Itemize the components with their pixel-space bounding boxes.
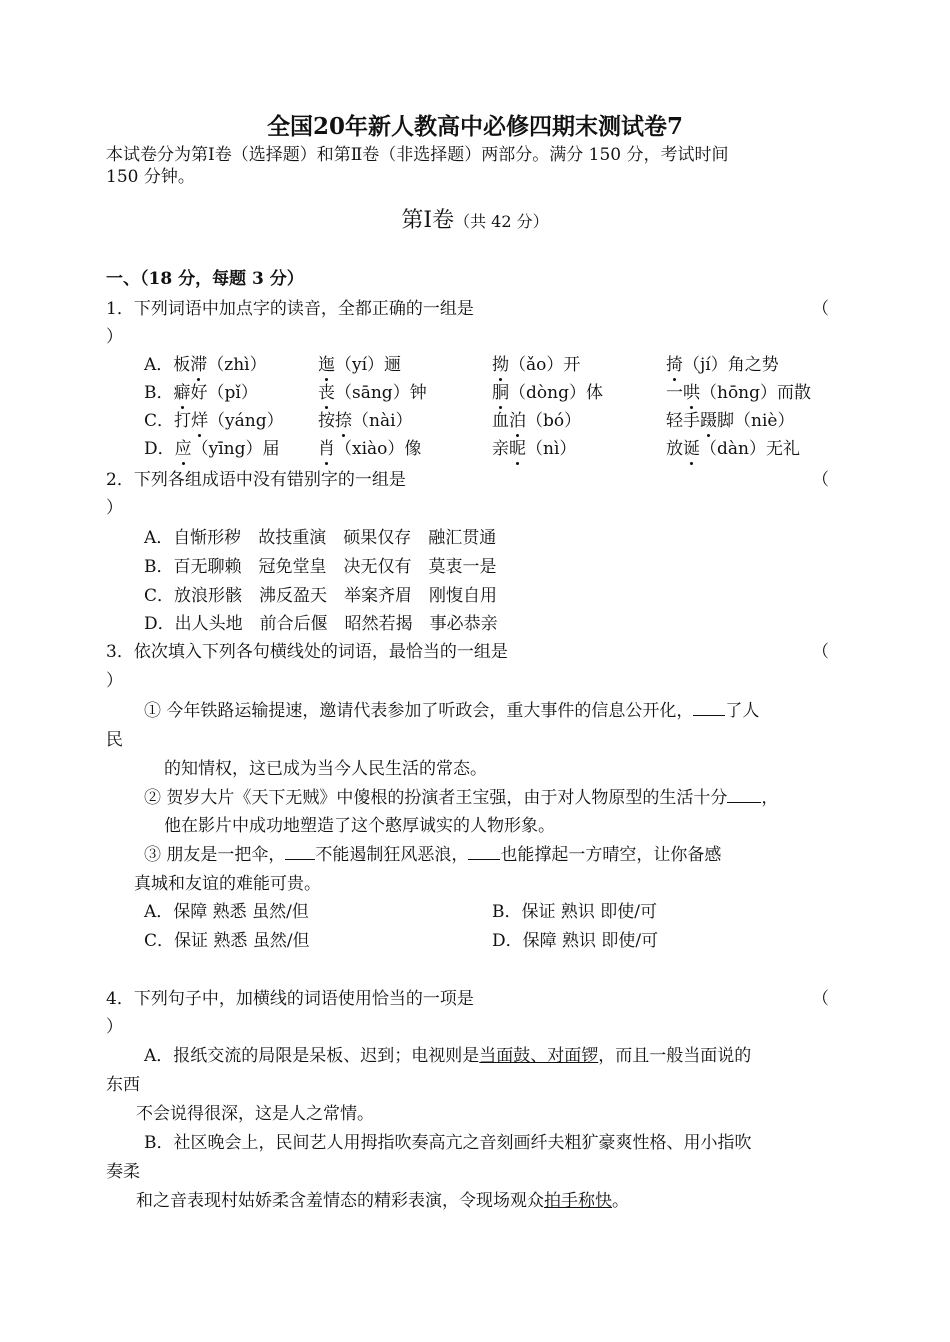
q3-option-d: D．保障 熟识 即使/可 [492, 931, 659, 951]
q1-option-b-word-3: 胴（dòng）体 [492, 383, 603, 403]
volume-note: （共 42 分） [454, 212, 549, 231]
volume-title: 第Ⅰ卷 [401, 208, 455, 233]
q3-sentence-3-cont: 真城和友谊的难能可贵。 [134, 874, 321, 894]
q1-option-a-word-4: 掎（jí）角之势 [666, 355, 779, 375]
q4-stem: 4．下列句子中，加横线的词语使用恰当的一项是 [106, 989, 474, 1009]
q2-option-a: A．自惭形秽 故技重演 硕果仅存 融汇贯通 [144, 528, 497, 548]
q3-blank-1 [693, 701, 725, 716]
q2-answer-paren-close: ） [106, 498, 123, 518]
q3-blank-3 [285, 845, 315, 860]
q3-blank-4 [468, 845, 500, 860]
q1-option-c-word-3: 血泊（bó） [492, 411, 582, 431]
q1-answer-paren-close: ） [106, 327, 123, 347]
q3-option-b: B．保证 熟识 即使/可 [492, 902, 658, 922]
q3-sentence-3: ③ 朋友是一把伞， 不能遏制狂风恶浪， 也能撑起一方晴空，让你备感 [144, 845, 722, 865]
q4-option-a: A．报纸交流的局限是呆板、迟到；电视则是当面鼓、对面锣，而且一般当面说的 [144, 1046, 752, 1066]
q2-stem: 2．下列各组成语中没有错别字的一组是 [106, 470, 406, 490]
q1-option-a-word-2: 迤（yí）逦 [318, 355, 402, 375]
q3-sentence-1-cont: 的知情权，这已成为当今人民生活的常态。 [164, 759, 487, 779]
q3-answer-paren-close: ） [106, 671, 123, 691]
q4-option-b-underlined: 拍手称快 [544, 1191, 612, 1211]
q4-option-b-cont: 和之音表现村姑娇柔含羞情态的精彩表演，令现场观众拍手称快。 [136, 1191, 629, 1211]
q1-option-d: D．应（yīng）届 [144, 439, 280, 459]
q3-blank-2 [727, 788, 761, 803]
q1-option-d-word-3: 亲昵（nì） [492, 439, 577, 459]
q2-answer-paren-open: （ [812, 470, 829, 490]
intro-line-1: 本试卷分为第Ⅰ卷（选择题）和第Ⅱ卷（非选择题）两部分。满分 150 分，考试时间 [106, 145, 729, 165]
q1-option-b-word-2: 丧（sāng）钟 [318, 383, 427, 403]
intro-line-2: 150 分钟。 [106, 167, 195, 187]
q2-option-c: C．放浪形骸 沸反盈天 举案齐眉 刚愎自用 [144, 586, 498, 606]
section-heading: 一、（18 分，每题 3 分） [106, 269, 304, 289]
q3-answer-paren-open: （ [812, 642, 829, 662]
q3-sentence-2-cont: 他在影片中成功地塑造了这个憨厚诚实的人物形象。 [164, 816, 555, 836]
q1-option-c-word-2: 按捺（nài） [318, 411, 413, 431]
q1-option-a-word-3: 拗（ǎo）开 [492, 355, 581, 375]
q1-option-a: A．板滞（zhì） [144, 355, 267, 375]
q1-option-c-word-4: 轻手蹑脚（niè） [666, 411, 795, 431]
q3-sentence-1: ① 今年铁路运输提速，邀请代表参加了听政会，重大事件的信息公开化， 了人 [144, 701, 760, 721]
q3-stem: 3．依次填入下列各句横线处的词语，最恰当的一组是 [106, 642, 508, 662]
q2-option-b: B．百无聊赖 冠免堂皇 决无仅有 莫衷一是 [144, 557, 497, 577]
q1-option-b-word-4: 一哄（hōng）而散 [666, 383, 812, 403]
q4-option-b: B．社区晚会上，民间艺人用拇指吹奏高亢之音刻画纤夫粗犷豪爽性格、用小指吹 [144, 1133, 752, 1153]
q2-option-d: D．出人头地 前合后偃 昭然若揭 事必恭亲 [144, 614, 498, 634]
q1-answer-paren-open: （ [812, 299, 829, 319]
q1-option-d-word-2: 肖（xiào）像 [318, 439, 422, 459]
q3-sentence-2: ② 贺岁大片《天下无贼》中傻根的扮演者王宝强，由于对人物原型的生活十分 ， [144, 788, 779, 808]
q4-option-b-wrap: 奏柔 [106, 1162, 140, 1182]
q4-option-a-cont: 不会说得很深，这是人之常情。 [136, 1104, 374, 1124]
volume-heading [0, 203, 950, 234]
q3-sentence-1-wrap: 民 [106, 730, 123, 750]
q4-option-a-wrap: 东西 [106, 1075, 140, 1095]
q3-option-a: A．保障 熟悉 虽然/但 [144, 902, 309, 922]
q3-option-c: C．保证 熟悉 虽然/但 [144, 931, 310, 951]
q4-answer-paren-close: ） [106, 1017, 123, 1037]
exam-title: 全国20年新人教高中必修四期末测试卷7 [266, 113, 683, 140]
q1-stem: 1．下列词语中加点字的读音，全都正确的一组是 [106, 299, 474, 319]
q1-option-c: C．打烊（yáng） [144, 411, 284, 431]
q1-option-d-word-4: 放诞（dàn）无礼 [666, 439, 800, 459]
q4-answer-paren-open: （ [812, 989, 829, 1009]
q4-option-a-underlined: 当面鼓、对面锣 [479, 1046, 599, 1066]
q1-option-b: B．癖好（pǐ） [144, 383, 258, 403]
